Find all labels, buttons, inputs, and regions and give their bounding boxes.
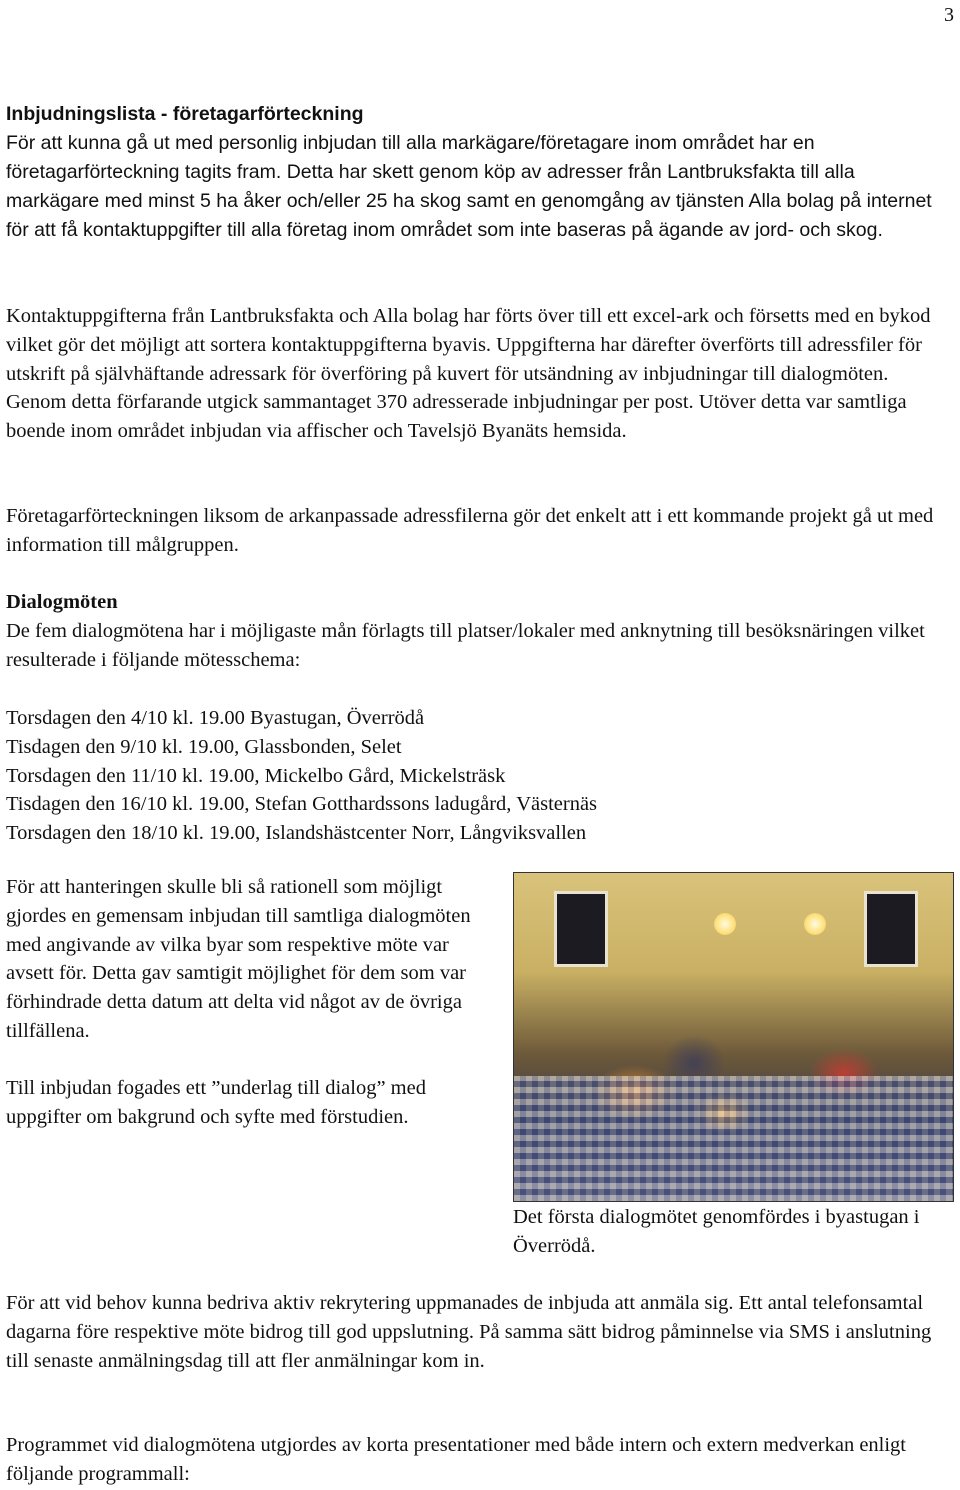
paragraph-joint-invitation: För att hanteringen skulle bli så rationell som möjligt gjordes en gemensam inbjudan till samtliga dialogmöten med angivande av vilka byar som respektive möte var avsett för. Detta gav samtigit möjlighet för dem som var förhindrade detta datum att delta vid något av de övriga tillfällena. — [6, 876, 471, 1042]
photo-window — [864, 891, 918, 967]
schedule-item: Torsdagen den 4/10 kl. 19.00 Byastugan, Överrödå — [6, 707, 425, 729]
paragraph-dialog-basis: Till inbjudan fogades ett ”underlag till dialog” med uppgifter om bakgrund och syfte med förstudien. — [6, 1076, 426, 1128]
section-heading-invitation-list: Inbjudningslista - företagarförteckning — [6, 103, 364, 125]
paragraph-program: Programmet vid dialogmötena utgjordes av korta presentationer med både intern och extern medverkan enligt följande programmall: — [6, 1434, 906, 1485]
meeting-photo — [513, 872, 954, 1202]
section-dialog-meetings — [6, 588, 950, 674]
section-heading-dialog-meetings: Dialogmöten — [6, 591, 118, 613]
photo-lamp — [804, 913, 826, 935]
page-number: 3 — [944, 4, 954, 26]
paragraph-business-register: Företagarförteckningen liksom de arkanpassade adressfilerna gör det enkelt att i ett kommande projekt gå ut med information till målgruppen. — [6, 505, 934, 556]
section-invitation-list — [6, 100, 950, 245]
schedule-item: Tisdagen den 9/10 kl. 19.00, Glassbonden, Selet — [6, 735, 402, 758]
meeting-schedule — [6, 704, 950, 848]
photo-lamp — [714, 913, 736, 935]
photo-window — [554, 891, 608, 967]
schedule-item: Tisdagen den 16/10 kl. 19.00, Stefan Gotthardssons ladugård, Västernäs — [6, 793, 598, 816]
paragraph-contact-data: Kontaktuppgifterna från Lantbruksfakta och Alla bolag har förts över till ett excel-ark och försetts med en bykod vilket gör det möjligt att sortera kontaktuppgifterna byavis. Uppgifterna har därefter överförts till adressfiler för utskrift på självhäftande adressark för överföring på kuvert för utsändning av inbjudningar till dialogmöten. Genom detta förfarande utgick sammantaget 370 adresserade inbjudningar per post. Utöver detta var samtliga boende inom området inbjudan via affischer och Tavelsjö Byanäts hemsida. — [6, 305, 931, 443]
paragraph-recruitment: För att vid behov kunna bedriva aktiv rekrytering uppmanades de inbjuda att anmäla sig. Ett antal telefonsamtal dagarna före respektive möte bidrog till god uppslutning. På samma sätt bidrog påminnelse via SMS i anslutning till senaste anmälningsdag till att fler anmälningar kom in. — [6, 1292, 932, 1372]
photo-tablecloth — [514, 1076, 953, 1201]
photo-caption: Det första dialogmötet genomfördes i byastugan i Överrödå. — [513, 1206, 920, 1257]
schedule-item: Torsdagen den 11/10 kl. 19.00, Mickelbo Gård, Mickelsträsk — [6, 764, 506, 787]
paragraph-dialog-meetings: De fem dialogmötena har i möjligaste mån förlagts till platser/lokaler med anknytning till besöksnäringen vilket resulterade i följande mötesschema: — [6, 619, 925, 671]
paragraph-invitation-list: För att kunna gå ut med personlig inbjudan till alla markägare/företagare inom området har en företagarförteckning tagits fram. Detta har skett genom köp av adresser från Lantbruksfakta till alla markägare med minst 5 ha åker och/eller 25 ha skog samt en genomgång av tjänsten Alla bolag på internet för att få kontaktuppgifter till alla företag inom området som inte baseras på ägande av jord- och skog. — [6, 132, 932, 241]
schedule-item: Torsdagen den 18/10 kl. 19.00, Islandshästcenter Norr, Långviksvallen — [6, 822, 587, 845]
invitation-text-column — [6, 873, 501, 1131]
